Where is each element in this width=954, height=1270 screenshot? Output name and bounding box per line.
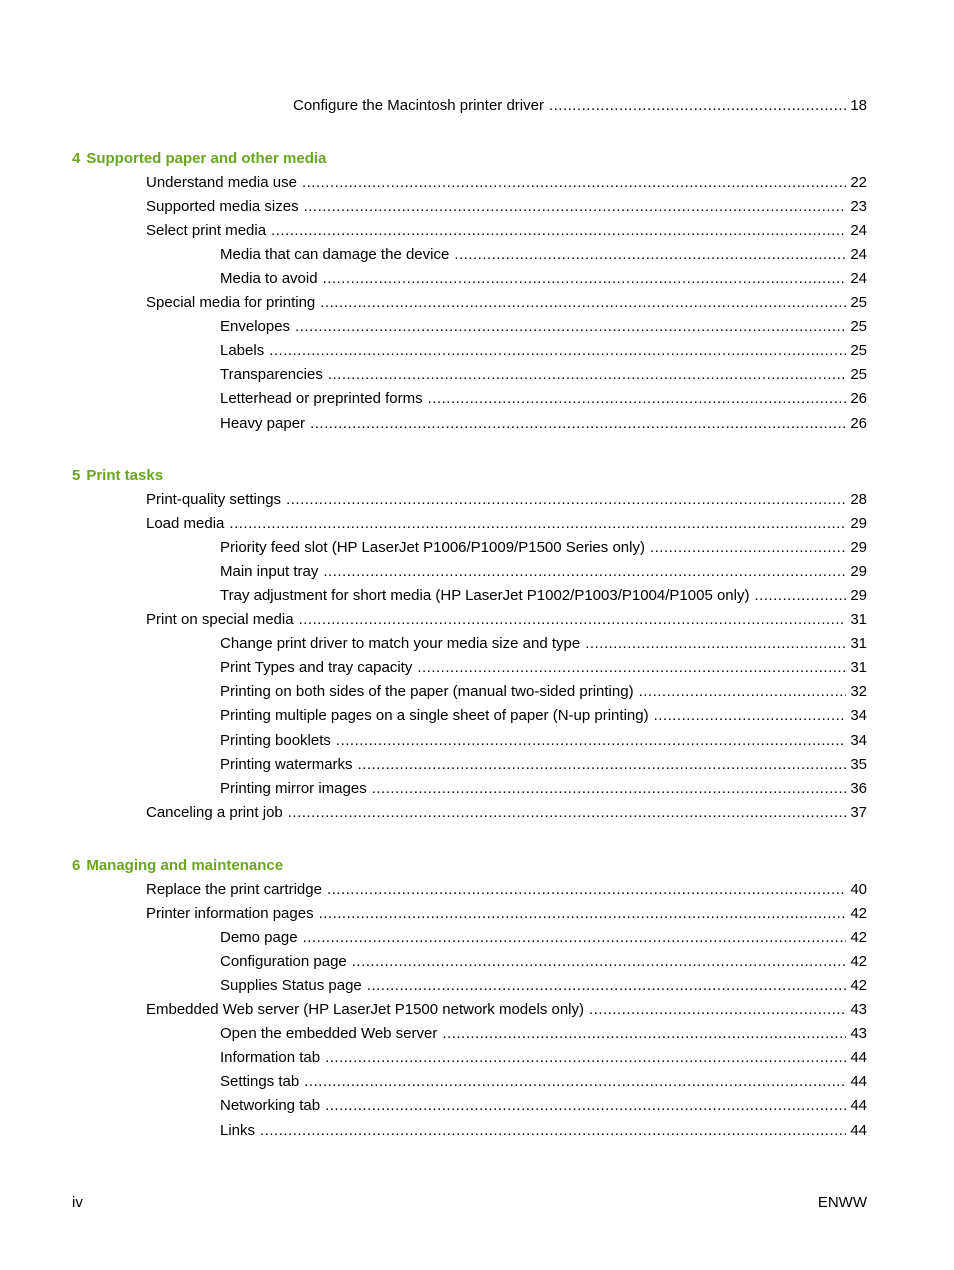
toc-entry-title: Open the embedded Web server: [220, 1025, 438, 1043]
toc-entry-page: 28: [850, 491, 867, 508]
toc-entry-title: Letterhead or preprinted forms: [220, 390, 423, 408]
toc-entry-title: Change print driver to match your media size and type: [220, 635, 581, 653]
toc-entry-title: Select print media: [146, 222, 267, 240]
toc-entry-title: Printing multiple pages on a single sheet of paper (N-up printing): [220, 707, 649, 725]
toc-leader-dots: [650, 537, 846, 559]
toc-entry[interactable]: [146, 999, 867, 1021]
chapter-number: 5: [72, 467, 81, 484]
toc-entry-page: 31: [850, 635, 867, 653]
toc-leader-dots: [323, 561, 846, 583]
toc-entry[interactable]: [220, 1023, 867, 1045]
toc-entry-page: 29: [850, 563, 867, 581]
toc-leader-dots: [454, 244, 846, 266]
toc-leader-dots: [417, 657, 846, 679]
toc-entry-page: 26: [850, 390, 867, 408]
toc-entry-title: Priority feed slot (HP LaserJet P1006/P1009/P1500 Series only): [220, 539, 645, 557]
toc-entry-page: 42: [850, 905, 867, 923]
chapter-title: Print tasks: [86, 467, 164, 484]
toc-entry-page: 37: [850, 803, 867, 821]
toc-entry-page: 29: [850, 587, 867, 605]
toc-entry[interactable]: [220, 413, 867, 435]
toc-entry-page: 43: [850, 1025, 867, 1043]
toc-entry-title: Transparencies: [220, 366, 323, 384]
toc-leader-dots: [639, 681, 847, 703]
toc-entry-page: 44: [850, 1097, 867, 1115]
toc-entry-page: 29: [850, 539, 867, 557]
toc-entry-title: Networking tab: [220, 1097, 321, 1115]
toc-leader-dots: [428, 388, 847, 410]
toc-entry-title: Printer information pages: [146, 905, 314, 923]
toc-leader-dots: [352, 951, 847, 973]
toc-leader-dots: [323, 268, 847, 290]
toc-leader-dots: [271, 220, 846, 242]
toc-entry[interactable]: [220, 340, 867, 362]
footer-doc-code: ENWW: [817, 1194, 867, 1211]
toc-entry[interactable]: [146, 802, 867, 824]
toc-leader-dots: [260, 1120, 846, 1142]
toc-entry-page: 22: [850, 174, 867, 191]
toc-entry-title: Envelopes: [220, 318, 291, 336]
toc-leader-dots: [302, 172, 846, 194]
toc-leader-dots: [269, 340, 846, 362]
toc-entry-title: Replace the print cartridge: [146, 881, 322, 898]
toc-entry-title: Print-quality settings: [146, 491, 282, 508]
toc-entry-title: Printing watermarks: [220, 755, 353, 773]
toc-leader-dots: [654, 705, 847, 727]
toc-entry-title: Canceling a print job: [146, 803, 283, 821]
toc-entry-page: 25: [850, 342, 867, 360]
toc-entry-title: Printing mirror images: [220, 779, 367, 797]
toc-entry[interactable]: [146, 903, 867, 925]
toc-entry[interactable]: [220, 268, 867, 290]
toc-entry-page: 42: [850, 977, 867, 995]
toc-entry-title: Embedded Web server (HP LaserJet P1500 network models only): [146, 1001, 584, 1019]
toc-entry-title: Information tab: [220, 1049, 321, 1067]
toc-entry-title: Demo page: [220, 929, 298, 947]
toc-entry[interactable]: [146, 172, 867, 194]
toc-entry-title: Supplies Status page: [220, 977, 362, 995]
toc-leader-dots: [303, 927, 847, 949]
toc-entry-page: 29: [850, 515, 867, 533]
toc-leader-dots: [754, 585, 846, 607]
toc-leader-dots: [367, 975, 847, 997]
toc-entry-title: Special media for printing: [146, 294, 316, 312]
toc-entry-page: 34: [850, 707, 867, 725]
chapter-title: Supported paper and other media: [86, 150, 327, 167]
toc-entry[interactable]: [220, 561, 867, 583]
toc-entry[interactable]: [220, 681, 867, 703]
toc-entry[interactable]: [146, 220, 867, 242]
toc-leader-dots: [328, 364, 846, 386]
chapter-heading[interactable]: [72, 148, 326, 170]
toc-entry-page: 32: [850, 683, 867, 701]
toc-leader-dots: [304, 196, 847, 218]
toc-entry-page: 36: [850, 779, 867, 797]
toc-entry-title: Configure the Macintosh printer driver: [293, 97, 544, 114]
toc-entry-title: Media to avoid: [220, 270, 318, 288]
toc-leader-dots: [589, 999, 846, 1021]
toc-entry[interactable]: [146, 292, 867, 314]
chapter-heading[interactable]: [72, 855, 283, 877]
toc-entry-page: 44: [850, 1121, 867, 1139]
toc-entry[interactable]: [146, 489, 867, 511]
toc-leader-dots: [585, 633, 846, 655]
toc-entry[interactable]: [220, 1047, 867, 1069]
chapter-heading[interactable]: [72, 465, 163, 487]
toc-entry[interactable]: [220, 754, 867, 776]
toc-leader-dots: [325, 1047, 846, 1069]
toc-entry-title: Understand media use: [146, 174, 297, 191]
toc-leader-dots: [310, 413, 846, 435]
toc-leader-dots: [229, 513, 846, 535]
toc-entry[interactable]: [146, 879, 867, 901]
toc-entry-title: Main input tray: [220, 563, 319, 581]
toc-entry-title: Printing on both sides of the paper (manual two-sided printing): [220, 683, 634, 701]
toc-leader-dots: [442, 1023, 846, 1045]
toc-leader-dots: [299, 609, 847, 631]
toc-leader-dots: [319, 903, 847, 925]
toc-leader-dots: [304, 1071, 846, 1093]
toc-entry-page: 23: [850, 198, 867, 216]
toc-entry-page: 31: [850, 611, 867, 629]
toc-entry-page: 42: [850, 953, 867, 971]
toc-entry-title: Load media: [146, 515, 225, 533]
toc-entry[interactable]: [220, 633, 867, 655]
toc-entry-page: 24: [850, 270, 867, 288]
toc-entry-page: 42: [850, 929, 867, 947]
toc-entry-page: 43: [850, 1001, 867, 1019]
toc-entry-title: Links: [220, 1121, 256, 1139]
toc-entry-title: Print on special media: [146, 611, 294, 629]
toc-entry-page: 24: [850, 246, 867, 264]
toc-entry-title: Labels: [220, 342, 265, 360]
chapter-title: Managing and maintenance: [86, 857, 284, 874]
toc-entry-title: Heavy paper: [220, 414, 306, 432]
toc-entry[interactable]: [220, 1071, 867, 1093]
toc-entry-page: 18: [850, 97, 867, 114]
toc-entry-page: 26: [850, 414, 867, 432]
toc-entry-page: 35: [850, 755, 867, 773]
toc-entry[interactable]: [220, 730, 867, 752]
toc-entry[interactable]: [220, 364, 867, 386]
toc-entry[interactable]: [220, 388, 867, 410]
toc-entry[interactable]: [220, 537, 867, 559]
toc-entry-title: Printing booklets: [220, 731, 331, 749]
toc-leader-dots: [288, 802, 847, 824]
chapter-number: 4: [72, 150, 81, 167]
toc-entry[interactable]: [220, 705, 867, 727]
toc-entry-page: 31: [850, 659, 867, 677]
toc-entry-page: 25: [850, 366, 867, 384]
toc-entry[interactable]: [220, 244, 867, 266]
toc-entry[interactable]: [220, 975, 867, 997]
chapter-number: 6: [72, 857, 81, 874]
toc-leader-dots: [358, 754, 847, 776]
toc-entry-title: Configuration page: [220, 953, 347, 971]
toc-entry[interactable]: [220, 1120, 867, 1142]
toc-leader-dots: [327, 879, 846, 901]
toc-entry-page: 24: [850, 222, 867, 240]
toc-entry-title: Media that can damage the device: [220, 246, 450, 264]
toc-leader-dots: [549, 95, 846, 117]
toc-entry[interactable]: [220, 316, 867, 338]
footer-page-number: iv: [72, 1194, 83, 1211]
toc-entry[interactable]: [293, 95, 867, 117]
toc-leader-dots: [320, 292, 846, 314]
toc-entry[interactable]: [220, 657, 867, 679]
toc-leader-dots: [295, 316, 846, 338]
toc-entry-page: 44: [850, 1073, 867, 1091]
toc-entry-title: Supported media sizes: [146, 198, 299, 216]
toc-entry-page: 40: [850, 881, 867, 898]
toc-leader-dots: [372, 778, 847, 800]
toc-entry[interactable]: [146, 609, 867, 631]
toc-entry-title: Print Types and tray capacity: [220, 659, 413, 677]
toc-leader-dots: [325, 1095, 846, 1117]
toc-entry-page: 25: [850, 294, 867, 312]
toc-entry-page: 44: [850, 1049, 867, 1067]
toc-entry[interactable]: [146, 513, 867, 535]
toc-entry-page: 25: [850, 318, 867, 336]
toc-entry[interactable]: [220, 778, 867, 800]
toc-entry-title: Settings tab: [220, 1073, 300, 1091]
toc-leader-dots: [336, 730, 846, 752]
toc-entry-title: Tray adjustment for short media (HP LaserJet P1002/P1003/P1004/P1005 only): [220, 587, 750, 605]
toc-entry-page: 34: [850, 731, 867, 749]
toc-entry[interactable]: [146, 196, 867, 218]
toc-entry[interactable]: [220, 585, 867, 607]
toc-entry[interactable]: [220, 927, 867, 949]
toc-leader-dots: [286, 489, 846, 511]
toc-entry[interactable]: [220, 1095, 867, 1117]
toc-entry[interactable]: [220, 951, 867, 973]
